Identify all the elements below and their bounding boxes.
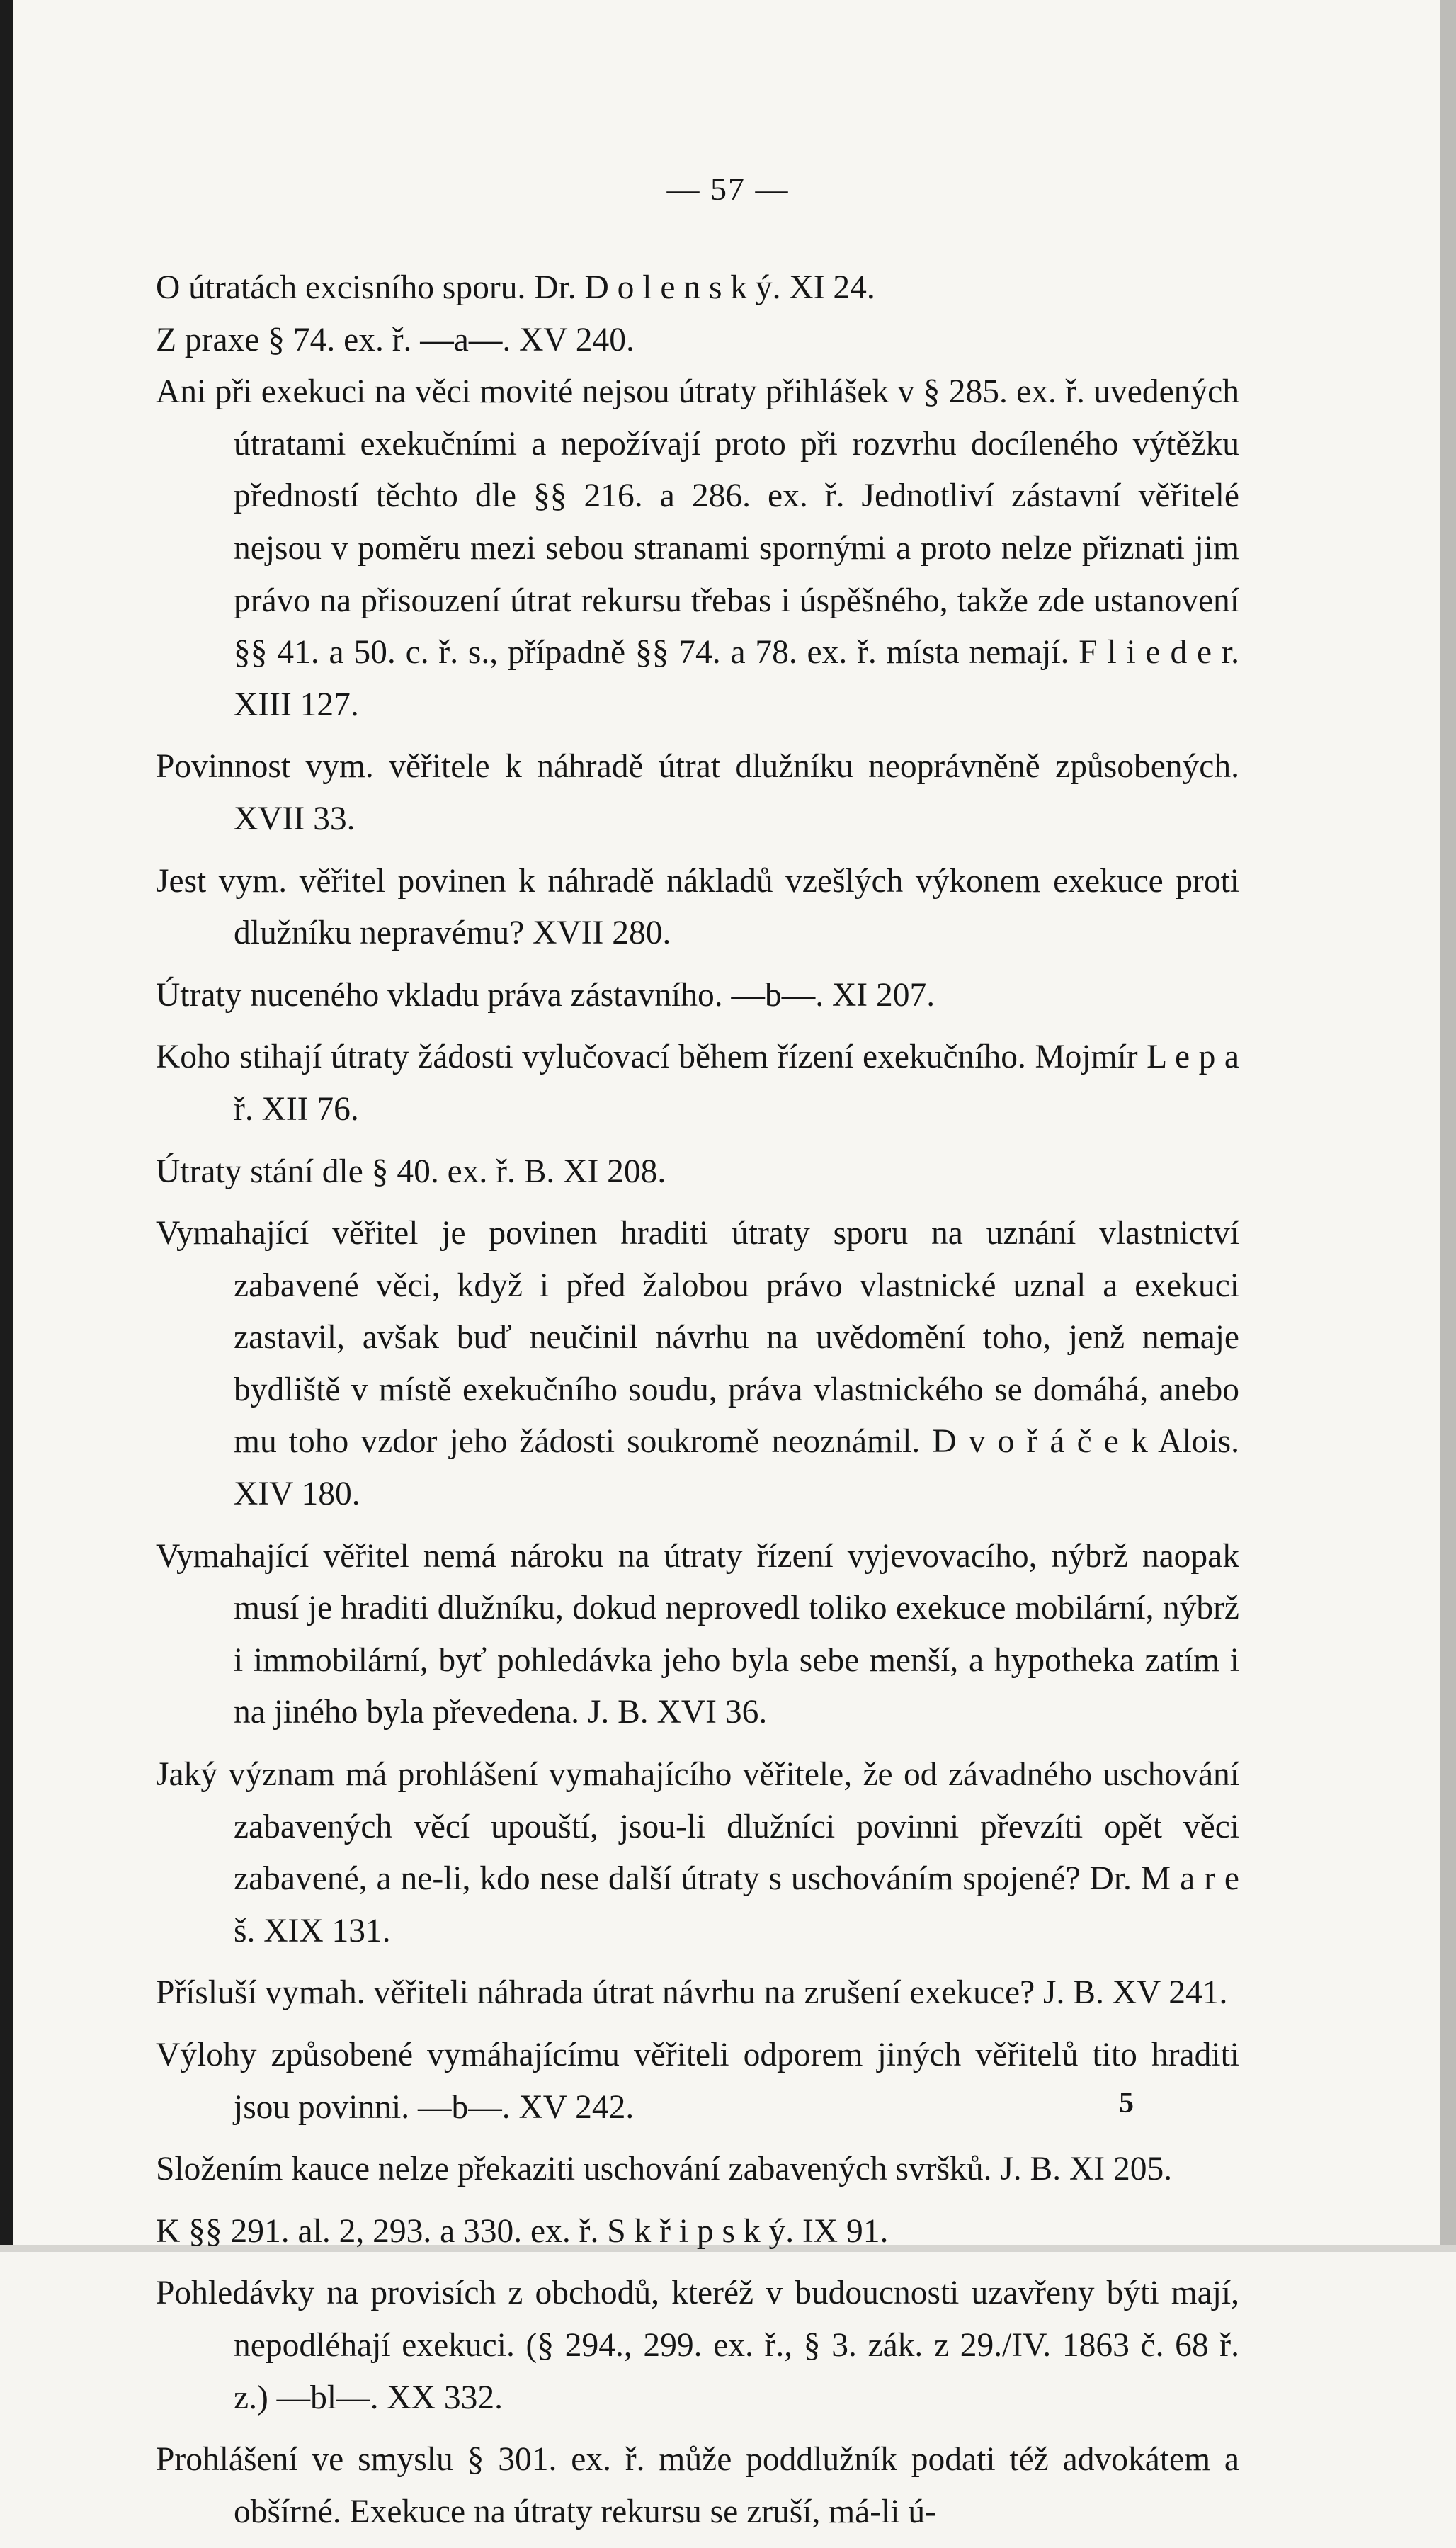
entry: Vymahající věřitel nemá nároku na útraty řízení vyjevovacího, nýbrž naopak musí je hraditi dlužníku, dokud neprovedl toliko exekuce mobilární, nýbrž i immobilární, byť pohledávka jeho byla sebe menší, a hypotheka zatím i na jiného byla převedena. J. B. XVI 36. (156, 1537, 1239, 1731)
page-number: — 57 — (666, 171, 790, 207)
entries-list (156, 262, 1239, 2548)
entry: Povinnost vym. věřitele k náhradě útrat dlužníku neoprávněně způsobených. XVII 33. (156, 748, 1239, 837)
entry: Koho stihají útraty žádosti vylučovací během řízení exekučního. Mojmír L e p a ř. XII 76. (156, 1038, 1239, 1128)
entry: O útratách excisního sporu. Dr. D o l e n s k ý. XI 24. (156, 269, 875, 306)
entry: Prohlášení ve smyslu § 301. ex. ř. může poddlužník podati též advokátem a obšírné. Exekuce na útraty rekursu se zruší, má-li ú- (156, 2441, 1239, 2530)
entry: Z praxe § 74. ex. ř. —a—. XV 240. (156, 321, 635, 358)
entry: K §§ 291. al. 2, 293. a 330. ex. ř. S k ř i p s k ý. IX 91. (156, 2212, 889, 2250)
entry: Přísluší vymah. věřiteli náhrada útrat návrhu na zrušení exekuce? J. B. XV 241. (156, 1974, 1228, 2012)
entry: Útraty nuceného vkladu práva zástavního. —b—. XI 207. (156, 976, 935, 1014)
entry: Pohledávky na provisích z obchodů, kteréž v budoucnosti uzavřeny býti mají, nepodléhají exekuci. (§ 294., 299. ex. ř., § 3. zák. z 29./IV. 1863 č. 68 ř. z.) —bl—. XX 332. (156, 2275, 1239, 2416)
entry: Ani při exekuci na věci movité nejsou útraty přihlášek v § 285. ex. ř. uvedených útratami exekučními a nepožívají proto při rozvrhu docíleného výtěžku předností těchto dle §§ 216. a 286. ex. ř. Jednotliví zástavní věřitelé nejsou v poměru mezi sebou stranami spornými a proto nelze přiznati jim právo na přisouzení útrat rekursu třebas i úspěšného, takže zde ustanovení §§ 41. a 50. c. ř. s., případně §§ 74. a 78. ex. ř. místa nemají. F l i e d e r. XIII 127. (156, 373, 1239, 723)
entry: Jaký význam má prohlášení vymahajícího věřitele, že od závadného uschování zabavených věcí upouští, jsou-li dlužníci povinni převzíti opět věci zabavené, a ne-li, kdo nese další útraty s uschováním spojené? Dr. M a r e š. XIX 131. (156, 1756, 1239, 1949)
entry: Jest vym. věřitel povinen k náhradě nákladů vzešlých výkonem exekuce proti dlužníku nepravému? XVII 280. (156, 862, 1239, 952)
entry: Vymahající věřitel je povinen hraditi útraty sporu na uznání vlastnictví zabavené věci, když i před žalobou právo vlastnické uznal a exekuci zastavil, avšak buď neučinil návrhu na uvědomění toho, jenž nemaje bydliště v místě exekučního soudu, práva vlastnického se domáhá, anebo mu toho vzdor jeho žádosti soukromě neoznámil. D v o ř á č e k Alois. XIV 180. (156, 1215, 1239, 1513)
entry: Výlohy způsobené vymáhajícímu věřiteli odporem jiných věřitelů tito hraditi jsou povinni. —b—. XV 242. (156, 2037, 1239, 2126)
entry: Složením kauce nelze překaziti uschování zabavených svršků. J. B. XI 205. (156, 2151, 1173, 2188)
scan-edge-left (0, 0, 13, 2252)
entry: Útraty stání dle § 40. ex. ř. B. XI 208. (156, 1153, 666, 1190)
scan-edge-right (1440, 0, 1456, 2252)
signature-mark: 5 (1119, 2087, 1134, 2119)
